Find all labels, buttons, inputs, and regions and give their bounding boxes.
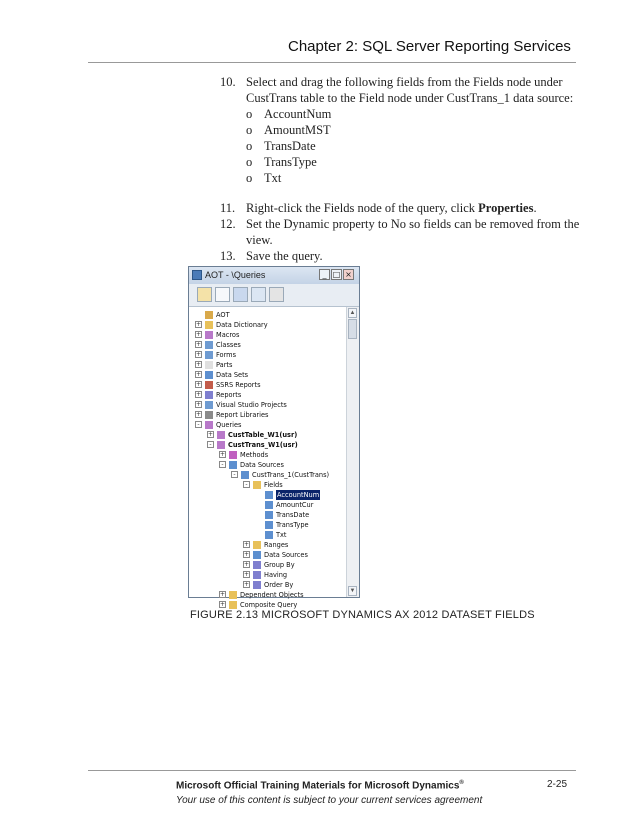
minimize-button[interactable]: _ <box>319 269 330 280</box>
field-name: Txt <box>264 171 282 185</box>
tree-node-label: Reports <box>216 391 242 399</box>
collapse-icon[interactable]: - <box>231 471 238 478</box>
scroll-thumb[interactable] <box>348 319 357 339</box>
step-11 <box>220 200 579 216</box>
tree-node-icon <box>205 421 213 429</box>
tree-node-label: Classes <box>216 341 241 349</box>
save-all-icon[interactable] <box>233 287 248 302</box>
tree-node-icon <box>265 491 273 499</box>
tree-node-label: Methods <box>240 451 269 459</box>
expand-icon[interactable]: + <box>196 321 202 328</box>
step-number: 11. <box>220 201 236 215</box>
aot-toolbar <box>189 284 359 307</box>
expand-icon[interactable]: + <box>244 541 250 548</box>
tree-node-icon <box>205 401 213 409</box>
tree-node-label: Data Dictionary <box>216 321 268 329</box>
tree-node-icon <box>217 431 225 439</box>
expand-icon[interactable]: + <box>244 571 250 578</box>
step-number: 13. <box>220 249 236 263</box>
tree-node-icon <box>205 411 213 419</box>
tree-node-label: Queries <box>216 421 242 429</box>
list-item <box>246 106 579 122</box>
collapse-icon[interactable]: - <box>195 421 202 428</box>
tree-node-label: Order By <box>264 581 294 589</box>
tree-node-label: Data Sets <box>216 371 249 379</box>
collapse-icon[interactable]: - <box>219 461 226 468</box>
tree-node-label: Having <box>264 571 288 579</box>
tree-node-label: Macros <box>216 331 240 339</box>
tree-node-label: Txt <box>276 531 287 539</box>
tree-node-icon <box>253 481 261 489</box>
footer-notice: Your use of this content is subject to your current services agreement <box>176 795 483 806</box>
tree-node-icon <box>229 601 237 609</box>
tree-node-icon <box>229 591 237 599</box>
tree-node-label: AmountCur <box>276 501 314 509</box>
bullet: o <box>246 107 253 121</box>
tree-node-label: Parts <box>216 361 233 369</box>
tree-node-icon <box>205 331 213 339</box>
step-text: Right-click the Fields node of the query, click <box>246 201 479 215</box>
tree-node-label: Report Libraries <box>216 411 269 419</box>
step-text: . <box>533 201 537 215</box>
tree-node-label: Dependent Objects <box>240 591 304 599</box>
tree-node-icon <box>229 461 237 469</box>
tree-node-icon <box>253 571 261 579</box>
step-text: Save the query. <box>246 249 323 263</box>
expand-icon[interactable]: + <box>208 431 214 438</box>
tree-node-icon <box>265 501 273 509</box>
expand-icon[interactable]: + <box>220 601 226 608</box>
expand-icon[interactable]: + <box>220 451 226 458</box>
tree-node-label: Forms <box>216 351 237 359</box>
tree-node-icon <box>253 551 261 559</box>
tree-node-label: TransType <box>276 521 309 529</box>
expand-icon[interactable]: + <box>244 561 250 568</box>
tree-node-label: Visual Studio Projects <box>216 401 287 409</box>
tree-node-label: Fields <box>264 481 283 489</box>
window-titlebar[interactable] <box>189 267 359 285</box>
expand-icon[interactable]: + <box>196 361 202 368</box>
tree-node-icon <box>205 361 213 369</box>
aot-tree <box>189 307 347 609</box>
figure-caption: FIGURE 2.13 MICROSOFT DYNAMICS AX 2012 DATASET FIELDS <box>190 609 535 621</box>
expand-icon[interactable]: + <box>196 351 202 358</box>
spacer <box>224 186 579 200</box>
list-item <box>246 154 579 170</box>
field-name: TransType <box>264 155 317 169</box>
expand-icon[interactable]: + <box>196 381 202 388</box>
tree-node-label: Data Sources <box>240 461 284 469</box>
expand-icon[interactable]: + <box>244 551 250 558</box>
tree-node-icon <box>265 511 273 519</box>
expand-icon[interactable]: + <box>196 411 202 418</box>
tree-node-icon <box>229 451 237 459</box>
step-text: Set the Dynamic property to No so fields can be removed from the <box>246 217 580 231</box>
scroll-down-arrow-icon[interactable]: ▼ <box>349 588 356 594</box>
tree-node-icon <box>205 391 213 399</box>
tree-node-icon <box>253 541 261 549</box>
vertical-scrollbar[interactable] <box>346 307 359 597</box>
registered-mark: ® <box>459 780 464 786</box>
bullet: o <box>246 155 253 169</box>
footer-divider <box>88 770 576 771</box>
step-text: view. <box>246 233 273 247</box>
page-number: 2-25 <box>547 779 568 790</box>
tree-node-label: Group By <box>264 561 295 569</box>
tree-node-icon <box>253 581 261 589</box>
expand-icon[interactable]: + <box>196 341 202 348</box>
bullet: o <box>246 139 253 153</box>
field-name: AmountMST <box>264 123 331 137</box>
field-list <box>246 106 579 186</box>
expand-icon[interactable]: + <box>244 581 250 588</box>
tree-node-icon <box>241 471 249 479</box>
open-icon[interactable] <box>197 287 212 302</box>
tree-node-icon <box>265 521 273 529</box>
collapse-icon[interactable]: - <box>207 441 214 448</box>
step-12 <box>220 216 580 248</box>
expand-icon[interactable]: + <box>196 371 202 378</box>
tree-node-icon <box>205 341 213 349</box>
tree-node-icon <box>253 561 261 569</box>
expand-icon[interactable]: + <box>196 401 202 408</box>
bullet: o <box>246 123 253 137</box>
tree-node-label: CustTrans_W1(usr) <box>228 441 298 449</box>
step-number: 12. <box>220 217 236 231</box>
tree-node-label: Composite Query <box>240 601 298 609</box>
chapter-header: Chapter 2: SQL Server Reporting Services <box>288 38 571 55</box>
compile-icon[interactable] <box>269 287 284 302</box>
step-text: CustTrans table to the Field node under CustTrans_1 data source: <box>246 91 574 105</box>
step-text: Select and drag the following fields from the Fields node under <box>246 75 563 89</box>
tree-node-label: CustTable_W1(usr) <box>228 431 298 439</box>
tree-node-icon <box>205 321 213 329</box>
collapse-icon[interactable]: - <box>243 481 250 488</box>
expand-icon[interactable]: + <box>196 331 202 338</box>
field-name: AccountNum <box>264 107 332 121</box>
list-item <box>246 170 579 186</box>
list-item <box>246 122 579 138</box>
tree-node-label: Ranges <box>264 541 289 549</box>
tree-node-label: Data Sources <box>264 551 308 559</box>
tree-node-icon <box>205 351 213 359</box>
maximize-button[interactable]: □ <box>332 270 341 279</box>
tree-node-icon <box>217 441 225 449</box>
expand-icon[interactable]: + <box>220 591 226 598</box>
tree-node-icon <box>205 371 213 379</box>
close-button[interactable]: × <box>343 269 354 280</box>
tree-node-icon <box>205 311 213 319</box>
expand-icon[interactable]: + <box>196 391 202 398</box>
aot-app-icon <box>192 270 202 280</box>
field-name: TransDate <box>264 139 316 153</box>
step-text-bold: Properties <box>478 201 534 215</box>
aot-window <box>188 266 360 609</box>
footer-title-text: Microsoft Official Training Materials for Microsoft Dynamics <box>176 780 460 792</box>
step-10 <box>220 74 579 186</box>
tree-node-label: AccountNum <box>277 491 320 499</box>
bullet: o <box>246 171 253 185</box>
step-number: 10. <box>220 75 236 89</box>
tree-node-label: TransDate <box>276 511 310 519</box>
instruction-steps <box>220 74 580 264</box>
tree-node-icon <box>205 381 213 389</box>
new-document-icon[interactable] <box>215 287 230 302</box>
list-item <box>246 138 579 154</box>
tree-node-label: SSRS Reports <box>216 381 261 389</box>
step-13 <box>220 248 579 264</box>
tree-node-label: CustTrans_1(CustTrans) <box>252 471 330 479</box>
scroll-up-arrow-icon[interactable]: ▲ <box>349 310 356 316</box>
footer-title <box>176 780 464 791</box>
header-divider <box>88 62 576 63</box>
tree-node-icon <box>265 531 273 539</box>
window-title: AOT - \Queries <box>205 270 266 280</box>
import-icon[interactable] <box>251 287 266 302</box>
tree-node-label: AOT <box>216 311 230 319</box>
